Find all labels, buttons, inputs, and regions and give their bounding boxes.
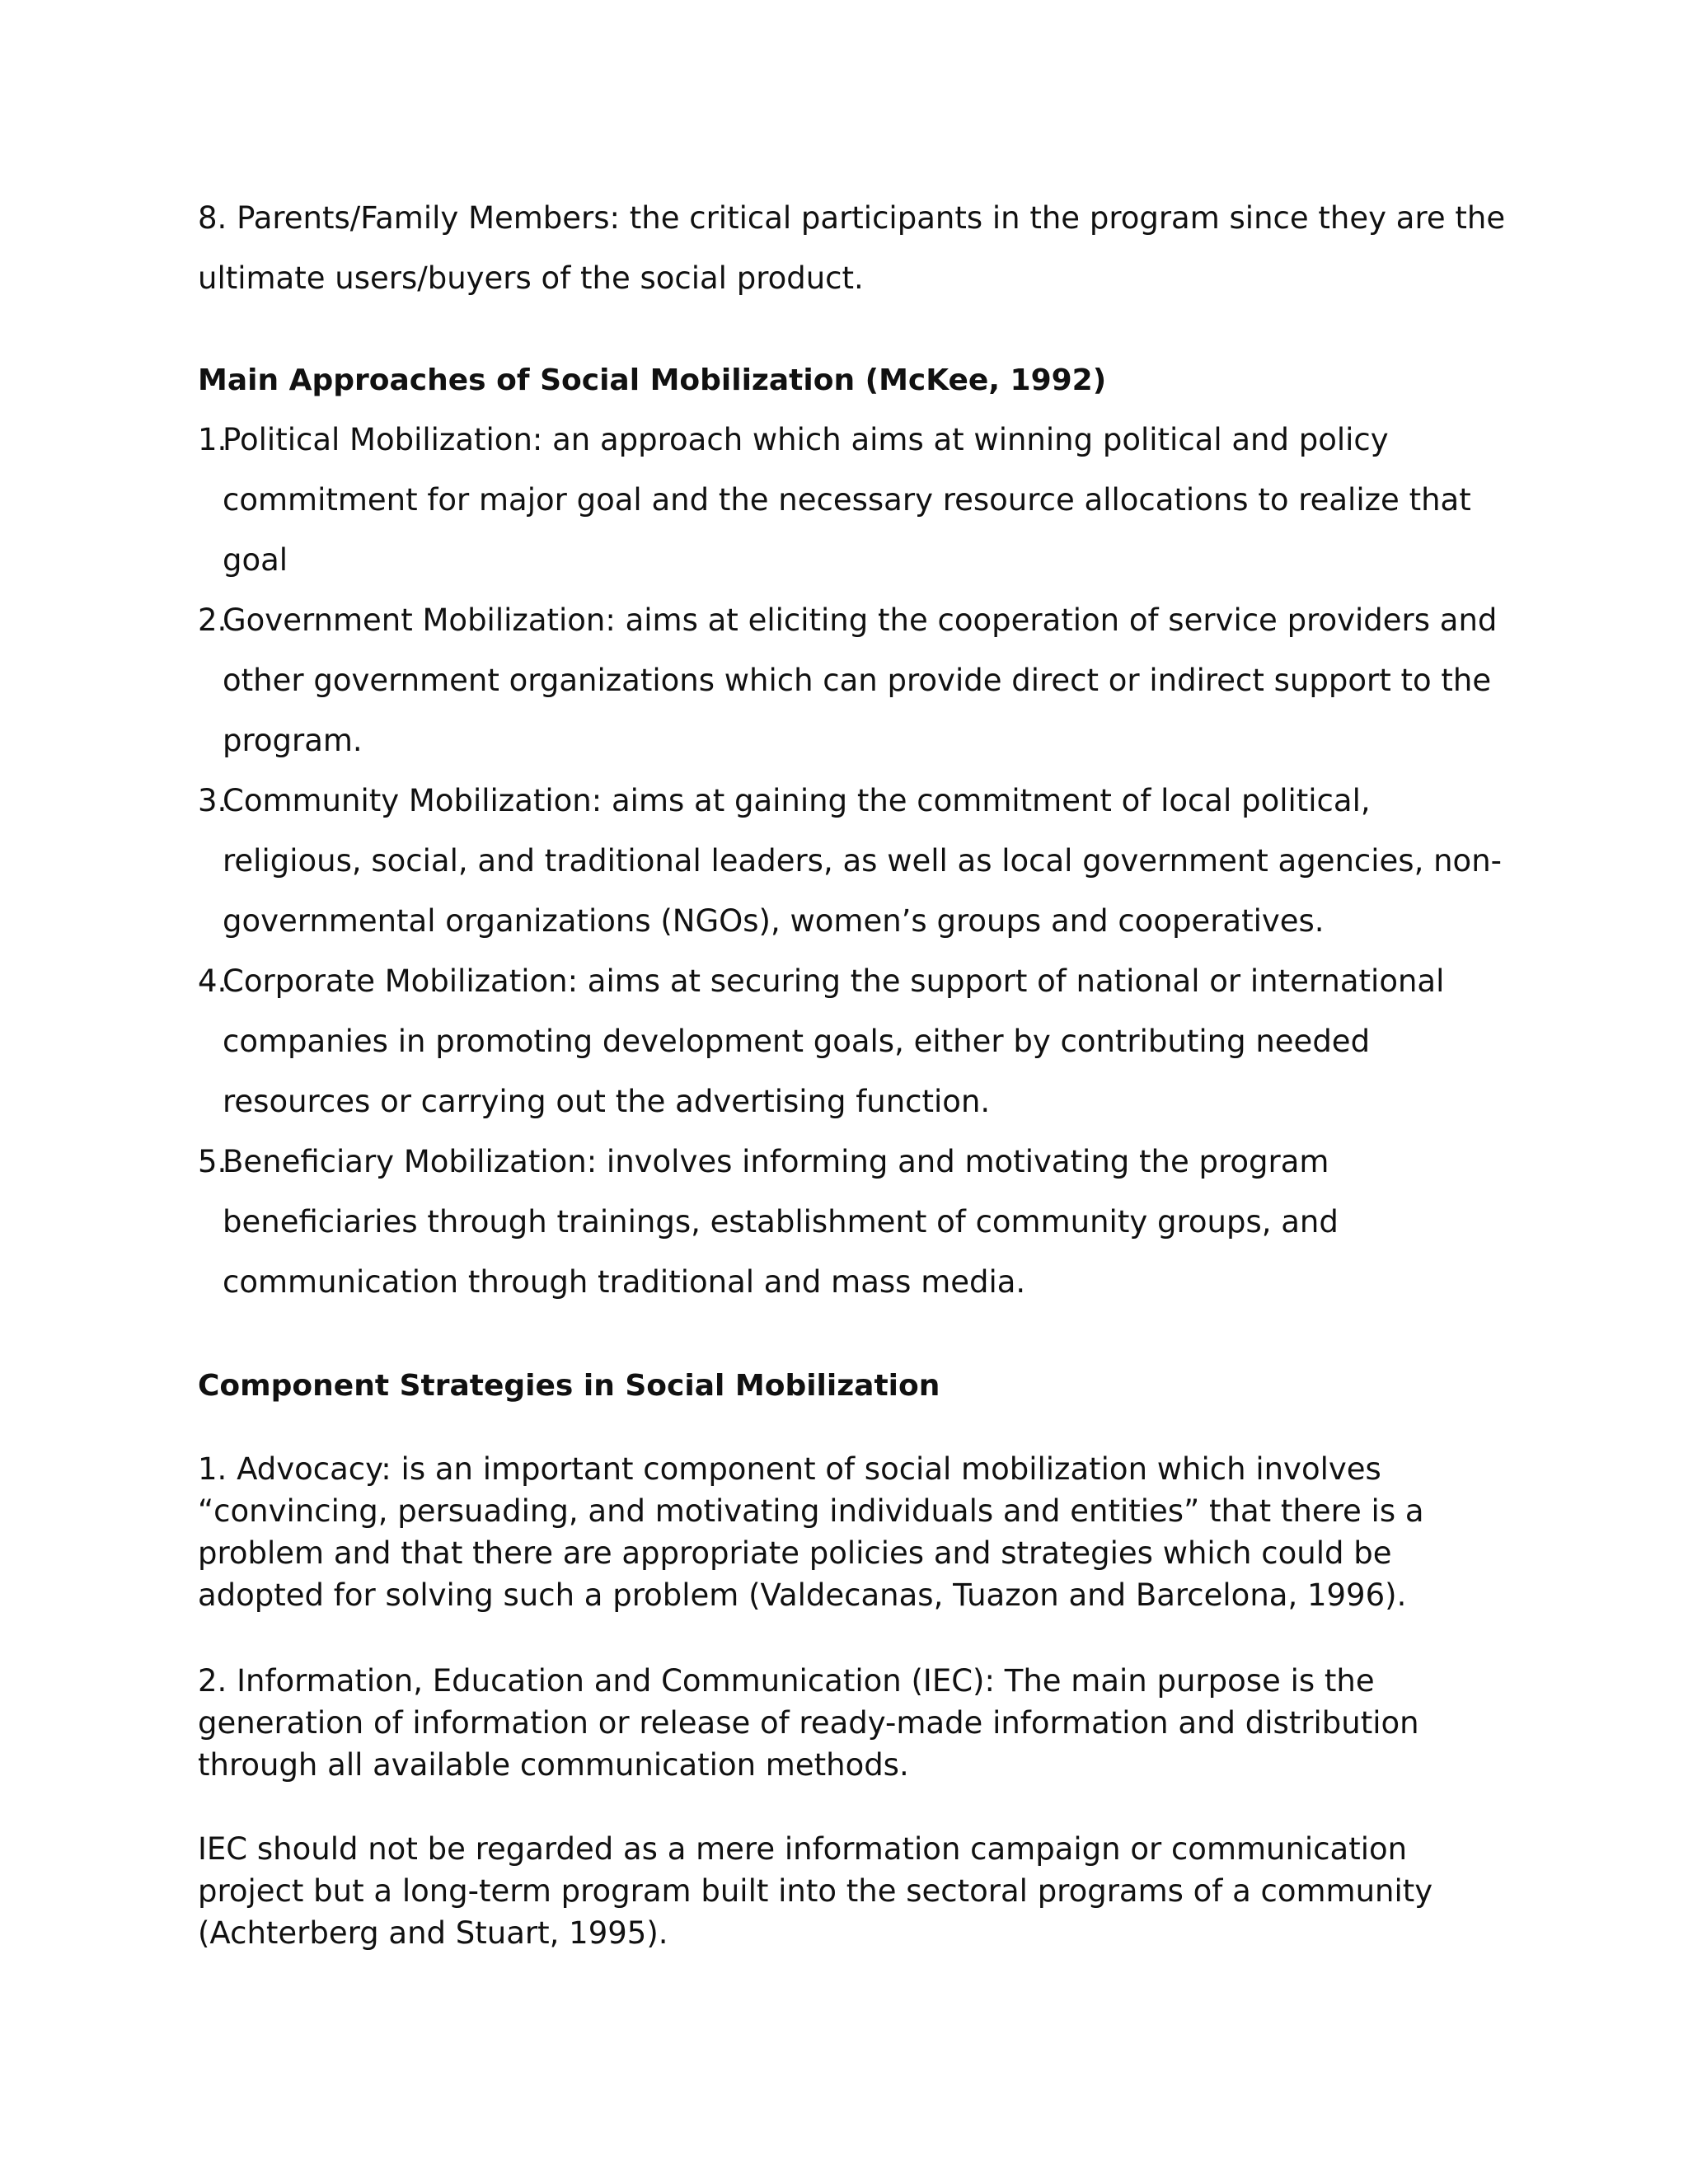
- approach-item-corporate: [198, 951, 1517, 1132]
- list-item-text: Community Mobilization: aims at gaining the commitment of local political, religious, social, and traditional leaders, as well as local government agencies, non-governmental organizations (NGOs), women’s groups and cooperatives.: [223, 783, 1502, 939]
- iec-note-paragraph: IEC should not be regarded as a mere information campaign or communication project but a long-term program built into the sectoral programs of a community (Achterberg and Stuart, 1995).: [198, 1831, 1433, 1951]
- list-item-number: 3.: [198, 783, 227, 818]
- advocacy-paragraph: 1. Advocacy: is an important component of social mobilization which involves “convincing, persuading, and motivating individuals and entities” that there is a problem and that there are appropriate policies and strategies which could be adopted for solving such a problem (Valdecanas, Tuazon and Barcelona, 1996).: [198, 1451, 1424, 1613]
- list-item-text: Corporate Mobilization: aims at securing the support of national or international companies in promoting development goals, either by contributing needed resources or carrying out the advertising function.: [223, 963, 1445, 1119]
- list-item-number: 5.: [198, 1144, 227, 1179]
- list-item-number: 2.: [198, 602, 227, 638]
- list-item-text: Beneficiary Mobilization: involves informing and motivating the program beneficiaries through trainings, establishment of community groups, and communication through traditional and mass media.: [223, 1144, 1339, 1300]
- list-item-number: 1.: [198, 422, 227, 457]
- approaches-list: [198, 410, 1517, 1312]
- intro-paragraph: 8. Parents/Family Members: the critical participants in the program since they are the ultimate users/buyers of the social product.: [198, 200, 1506, 296]
- strategies-heading: Component Strategies in Social Mobilization: [198, 1369, 940, 1403]
- approach-item-beneficiary: [198, 1132, 1517, 1312]
- approach-item-political: [198, 410, 1517, 590]
- iec-paragraph: 2. Information, Education and Communication (IEC): The main purpose is the generation of information or release of ready-made information and distribution through all available communication methods.: [198, 1663, 1419, 1783]
- list-item-text: Political Mobilization: an approach which aims at winning political and policy commitment for major goal and the necessary resource allocations to realize that goal: [223, 422, 1471, 578]
- approach-item-community: [198, 771, 1517, 951]
- list-item-number: 4.: [198, 963, 227, 999]
- approach-item-government: [198, 590, 1517, 771]
- list-item-text: Government Mobilization: aims at eliciting the cooperation of service providers and other government organizations which can provide direct or indirect support to the program.: [223, 602, 1498, 758]
- document-page: [198, 0, 1517, 2184]
- approaches-heading: Main Approaches of Social Mobilization (McKee, 1992): [198, 363, 1107, 397]
